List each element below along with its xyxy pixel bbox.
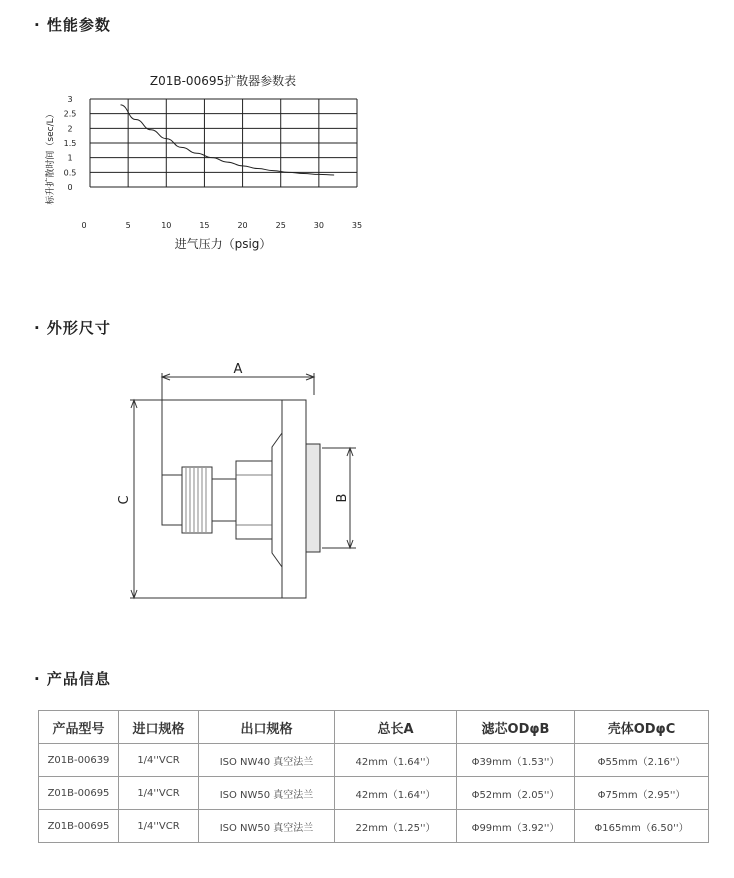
cell-model: Z01B-00695 — [39, 810, 119, 843]
threaded-section — [182, 467, 212, 533]
header-filter-od: 滤芯ODφB — [457, 711, 575, 744]
header-inlet: 进口规格 — [119, 711, 199, 744]
cell-length: 22mm（1.25''） — [335, 810, 457, 843]
section-title-dimensions: · 外形尺寸 — [34, 319, 111, 337]
x-tick-label: 20 — [237, 221, 248, 230]
cell-shell-od: Φ75mm（2.95''） — [575, 777, 709, 810]
cell-inlet: 1/4''VCR — [119, 810, 199, 843]
cell-model: Z01B-00639 — [39, 744, 119, 777]
cell-outlet: ISO NW40 真空法兰 — [199, 744, 335, 777]
cell-shell-od: Φ55mm（2.16''） — [575, 744, 709, 777]
vcr-fitting-tip — [162, 475, 182, 525]
cell-inlet: 1/4''VCR — [119, 777, 199, 810]
table-row — [39, 810, 709, 843]
dim-c-label: C — [117, 495, 132, 505]
x-tick-label: 10 — [161, 221, 172, 230]
y-tick-label: 1.5 — [63, 139, 77, 148]
table-row — [39, 744, 709, 777]
table-row — [39, 777, 709, 810]
cell-filter-od: Φ39mm（1.53''） — [457, 744, 575, 777]
section-title-product-info: · 产品信息 — [34, 670, 111, 688]
cell-filter-od: Φ52mm（2.05''） — [457, 777, 575, 810]
x-tick-label: 0 — [81, 221, 87, 230]
hex-body — [236, 461, 272, 539]
cell-outlet: ISO NW50 真空法兰 — [199, 810, 335, 843]
flange-taper — [272, 433, 282, 567]
dimension-drawing — [110, 355, 380, 605]
dim-a-label: A — [233, 362, 243, 377]
section-title-performance: · 性能参数 — [34, 16, 111, 34]
chart-grid — [90, 99, 357, 187]
cell-inlet: 1/4''VCR — [119, 744, 199, 777]
dim-b-label: B — [335, 493, 350, 503]
flange — [282, 400, 306, 598]
chart-series-line — [121, 105, 335, 175]
product-info-table — [38, 710, 709, 843]
y-tick-label: 0 — [67, 183, 73, 192]
cell-shell-od: Φ165mm（6.50''） — [575, 810, 709, 843]
x-tick-label: 30 — [313, 221, 324, 230]
header-shell-od: 壳体ODφC — [575, 711, 709, 744]
chart-xlabel: 进气压力（psig） — [174, 237, 272, 251]
header-model: 产品型号 — [39, 711, 119, 744]
cell-model: Z01B-00695 — [39, 777, 119, 810]
x-tick-label: 35 — [351, 221, 363, 230]
cell-outlet: ISO NW50 真空法兰 — [199, 777, 335, 810]
header-outlet: 出口规格 — [199, 711, 335, 744]
header-length: 总长A — [335, 711, 457, 744]
y-tick-label: 0.5 — [63, 168, 77, 178]
chart-ylabel: 标升扩散时间（sec/L） — [46, 109, 56, 205]
diffusion-chart — [30, 62, 370, 262]
chart-ticks — [64, 95, 362, 230]
filter-element — [306, 444, 320, 552]
y-tick-label: 1 — [67, 153, 73, 163]
cell-length: 42mm（1.64''） — [335, 744, 457, 777]
y-tick-label: 2 — [67, 124, 73, 134]
neck — [212, 479, 236, 521]
x-tick-label: 25 — [275, 221, 286, 230]
cell-length: 42mm（1.64''） — [335, 777, 457, 810]
y-tick-label: 3 — [67, 95, 73, 104]
y-tick-label: 2.5 — [63, 109, 77, 119]
cell-filter-od: Φ99mm（3.92''） — [457, 810, 575, 843]
x-tick-label: 5 — [125, 221, 131, 230]
x-tick-label: 15 — [199, 221, 210, 230]
chart-title: Z01B-00695扩散器参数表 — [149, 74, 297, 88]
table-header-row — [39, 711, 709, 744]
